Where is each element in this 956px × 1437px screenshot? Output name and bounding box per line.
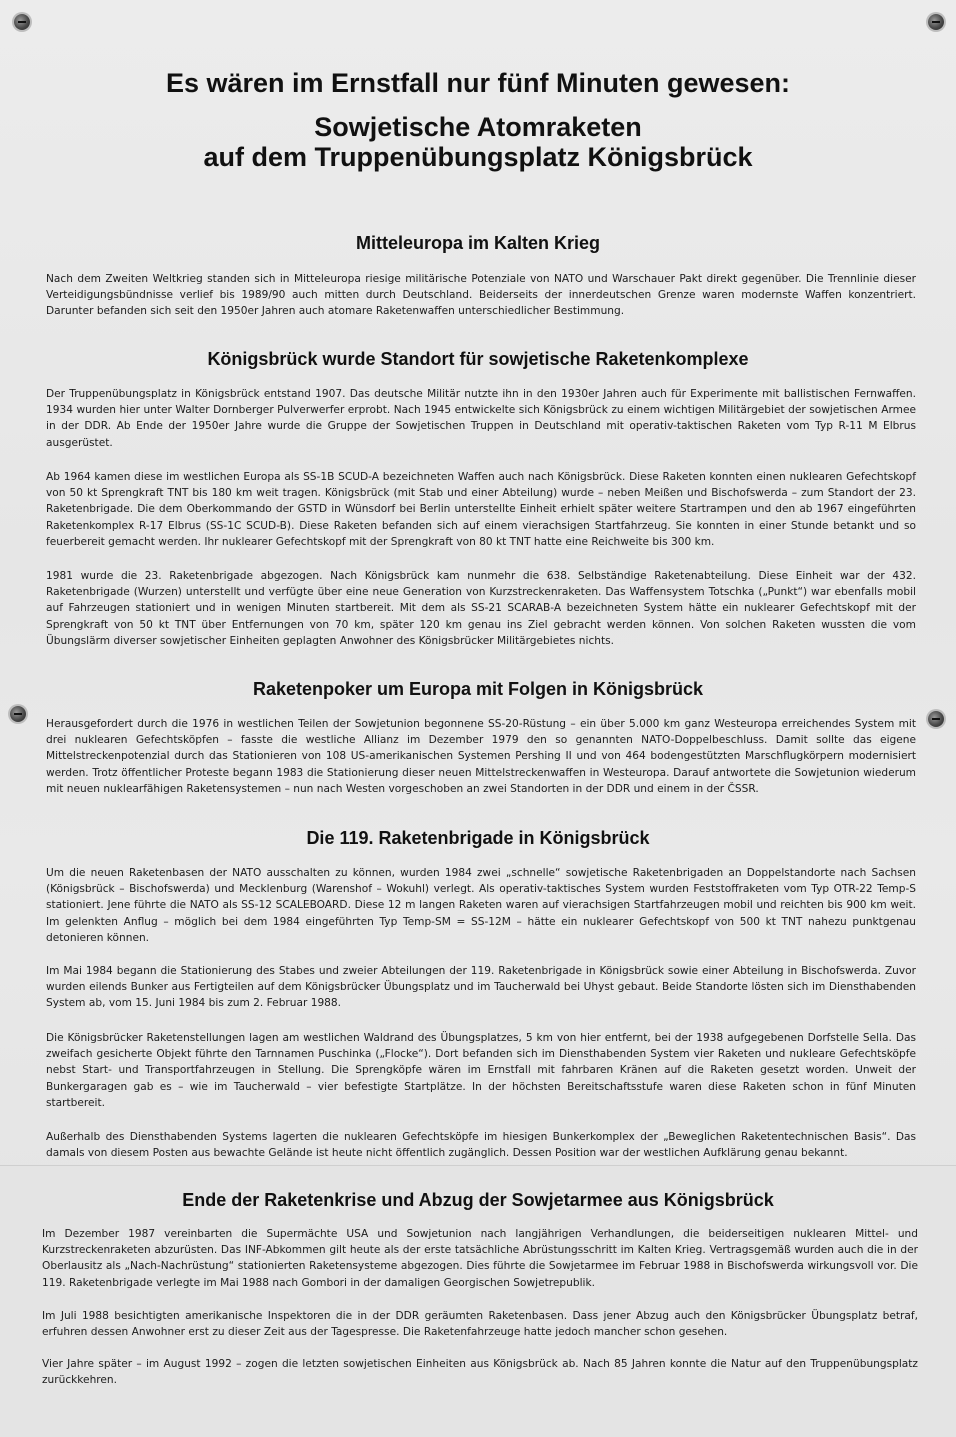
screw-mid-right-icon <box>928 711 944 727</box>
paragraph: Nach dem Zweiten Weltkrieg standen sich in Mitteleuropa riesige militärische Potenziale von NATO und Warschauer Pakt direkt gegenüber. Die Trennlinie dieser Verteidigungsbündnisse verlief bis 1989/90 auch mitten durch Deutschland. Beiderseits der innerdeutschen Grenze waren modernste Waffen konzentriert. Darunter befanden sich seit den 1950er Jahren auch atomare Raketenwaffen unterschiedlicher Bestimmung. <box>46 273 916 318</box>
page-title-line2: Sowjetische Atomraketen <box>314 112 642 142</box>
section-heading-raketenpoker: Raketenpoker um Europa mit Folgen in Königsbrück <box>252 679 704 699</box>
page-title-line3: auf dem Truppenübungsplatz Königsbrück <box>203 142 753 172</box>
section-heading-mitteleuropa: Mitteleuropa im Kalten Krieg <box>355 233 601 253</box>
screw-mid-left-icon <box>10 706 26 722</box>
paragraph: Im Juli 1988 besichtigten amerikanische Inspektoren die in der DDR geräumten Raketenbasen. Dass jener Abzug auch den Königsbrücker Übungsplatz betraf, erfuhren dessen Anwohner erst zu dieser Zeit aus der Tagespresse. Die Raketenfahrzeuge hatte jedoch mancher schon gesehen. <box>42 1310 918 1339</box>
section-heading-ende-der-raketenkrise: Ende der Raketenkrise und Abzug der Sowjetarmee aus Königsbrück <box>182 1190 774 1210</box>
screw-top-left-icon <box>14 14 30 30</box>
paragraph: Die Königsbrücker Raketenstellungen lagen am westlichen Waldrand des Übungsplatzes, 5 km von hier entfernt, bei der 1938 aufgegebenen Dorfstelle Sella. Das zweifach gesicherte Objekt führte den Tarnnamen Puschinka („Flocke“). Dort befanden sich im Diensthabenden System vier Raketen und nukleare Gefechtsköpfe nebst Start- und Transportfahrzeugen in Stellung. Die Sprengköpfe wären im Ernstfall mit fahrbaren Kränen auf die Raketen gesetzt worden. Unweit der Bunkergaragen gab es – wie im Taucherwald – vier befestigte Startplätze. In der höchsten Bereitschaftsstufe waren diese Raketen schon in fünf Minuten startbereit. <box>46 1032 916 1109</box>
paragraph: Ab 1964 kamen diese im westlichen Europa als SS-1B SCUD-A bezeichneten Waffen auch nach Königsbrück. Diese Raketen konnten einen nuklearen Gefechtskopf von 50 kt Sprengkraft TNT bis 180 km weit tragen. Königsbrück (mit Stab und einer Abteilung) wurde – neben Meißen und Bischofswerda – zum Standort der 23. Raketenbrigade. Die dem Oberkommando der GSTD in Wünsdorf bei Berlin unterstellte Einheit erhielt später weitere Startrampen und den ab 1967 eingeführten Raketenkomplex R-17 Elbrus (SS-1C SCUD-B). Diese Raketen befanden sich auf einem vierachsigen Startfahrzeug. Sie konnten in einer Stunde betankt und so feuerbereit gemacht werden. Ihr nuklearer Gefechtskopf mit der Sprengkraft von 80 kt TNT hatte eine Reichweite bis 300 km. <box>46 471 916 548</box>
screw-top-right-icon <box>928 14 944 30</box>
section-heading-standort: Königsbrück wurde Standort für sowjetische Raketenkomplexe <box>207 349 749 369</box>
page-title-line1: Es wären im Ernstfall nur fünf Minuten gewesen: <box>165 68 791 98</box>
paragraph: Vier Jahre später – im August 1992 – zogen die letzten sowjetischen Einheiten aus Königsbrück ab. Nach 85 Jahren konnte die Natur auf den Truppenübungsplatz zurückkehren. <box>42 1358 918 1387</box>
paragraph: Um die neuen Raketenbasen der NATO ausschalten zu können, wurden 1984 zwei „schnelle“ sowjetische Raketenbrigaden an Doppelstandorte nach Sachsen (Königsbrück – Bischofswerda) und Mecklenburg (Warenshof – Wokuhl) verlegt. Als operativ-taktisches System wurden Feststoffraketen vom Typ OTR-22 Temp-S stationiert. Jene führte die NATO als SS-12 SCALEBOARD. Diese 12 m langen Raketen waren auf vierachsigen Startfahrzeugen mobil und reichten bis 900 km weit. Im gelenkten Anflug – möglich bei dem 1984 eingeführten Typ Temp-SM = SS-12M – hätte ein nuklearer Gefechtskopf von 500 kt TNT nahezu punktgenau detonieren können. <box>46 867 916 944</box>
paragraph: Der Truppenübungsplatz in Königsbrück entstand 1907. Das deutsche Militär nutzte ihn in den 1930er Jahren auch für Experimente mit ballistischen Fernwaffen. 1934 wurden hier unter Walter Dornberger Pulverwerfer erprobt. Nach 1945 entwickelte sich Königsbrück zu einem wichtigen Militärgebiet der sowjetischen Armee in der DDR. Ab Ende der 1950er Jahre wurde die Gruppe der Sowjetischen Truppen in Deutschland mit operativ-taktischen Raketen vom Typ R-11 M Elbrus ausgerüstet. <box>46 388 916 449</box>
paragraph: Im Dezember 1987 vereinbarten die Supermächte USA und Sowjetunion nach langjährigen Verhandlungen, die beiderseitigen nuklearen Mittel- und Kurzstreckenraketen abzurüsten. Das INF-Abkommen gilt heute als der erste tatsächliche Abrüstungsschritt im Kalten Krieg. Vertragsgemäß wurden auch die in der Oberlausitz als „Nach-Nachrüstung“ stationierten Raketensysteme abgezogen. Dies führte die Sowjetarmee im Februar 1988 in Bischofswerda wirkungsvoll vor. Die 119. Raketenbrigade verlegte im Mai 1988 nach Gombori in der damaligen Georgischen Sowjetrepublik. <box>42 1228 918 1289</box>
paragraph: Außerhalb des Diensthabenden Systems lagerten die nuklearen Gefechtsköpfe im hiesigen Bunkerkomplex der „Beweglichen Raketentechnischen Basis“. Das damals von diesem Posten aus bewachte Gelände ist heute nicht öffentlich zugänglich. Dessen Position war der westlichen Aufklärung genau bekannt. <box>46 1131 916 1160</box>
paragraph: Herausgefordert durch die 1976 in westlichen Teilen der Sowjetunion begonnene SS-20-Rüstung – ein über 5.000 km ganz Westeuropa erreichendes System mit drei nuklearen Gefechtsköpfen – fasste die westliche Allianz im Dezember 1979 den so genannten NATO-Doppelbeschluss. Damit sollte das eigene Mittelstreckenpotenzial durch das Stationieren von 108 US-amerikanischen Systemen Pershing II und von 464 bodengestützten Marschflugkörpern modernisiert werden. Trotz öffentlicher Proteste begann 1983 die Stationierung dieser neuen Mittelstreckenwaffen in Westeuropa. Darauf antwortete die Sowjetunion wiederum mit neuen nuklearfähigen Raketensystemen – nun nach Westen vorgeschoben an zwei Standorten in der DDR und einem in der ČSSR. <box>46 718 916 795</box>
paragraph: Im Mai 1984 begann die Stationierung des Stabes und zweier Abteilungen der 119. Raketenbrigade in Königsbrück sowie einer Abteilung in Bischofswerda. Zuvor wurden eilends Bunker aus Fertigteilen auf dem Königsbrücker Übungsplatz und im Taucherwald bei Uhyst gebaut. Beide Standorte lösten sich im Diensthabenden System ab, vom 15. Juni 1984 bis zum 2. Februar 1988. <box>46 965 916 1010</box>
section-heading-119-raketenbrigade: Die 119. Raketenbrigade in Königsbrück <box>306 828 650 848</box>
paragraph: 1981 wurde die 23. Raketenbrigade abgezogen. Nach Königsbrück kam nunmehr die 638. Selbständige Raketenabteilung. Diese Einheit war der 432. Raketenbrigade (Wurzen) unterstellt und verfügte über eine neue Generation von Kurzstreckenraketen. Das Waffensystem Totschka („Punkt“) war ebenfalls mobil auf Fahrzeugen stationiert und in wenigen Minuten startbereit. Mit dem als SS-21 SCARAB-A bezeichneten System hätte ein nuklearer Gefechtskopf mit der Sprengkraft von 50 kt TNT über Entfernungen von 70 km, später 120 km genau ins Ziel gebracht werden können. Von solchen Raketen wussten die vom Übungslärm diverser sowjetischer Einheiten geplagten Anwohner des Königsbrücker Militärgebietes nichts. <box>46 570 916 647</box>
